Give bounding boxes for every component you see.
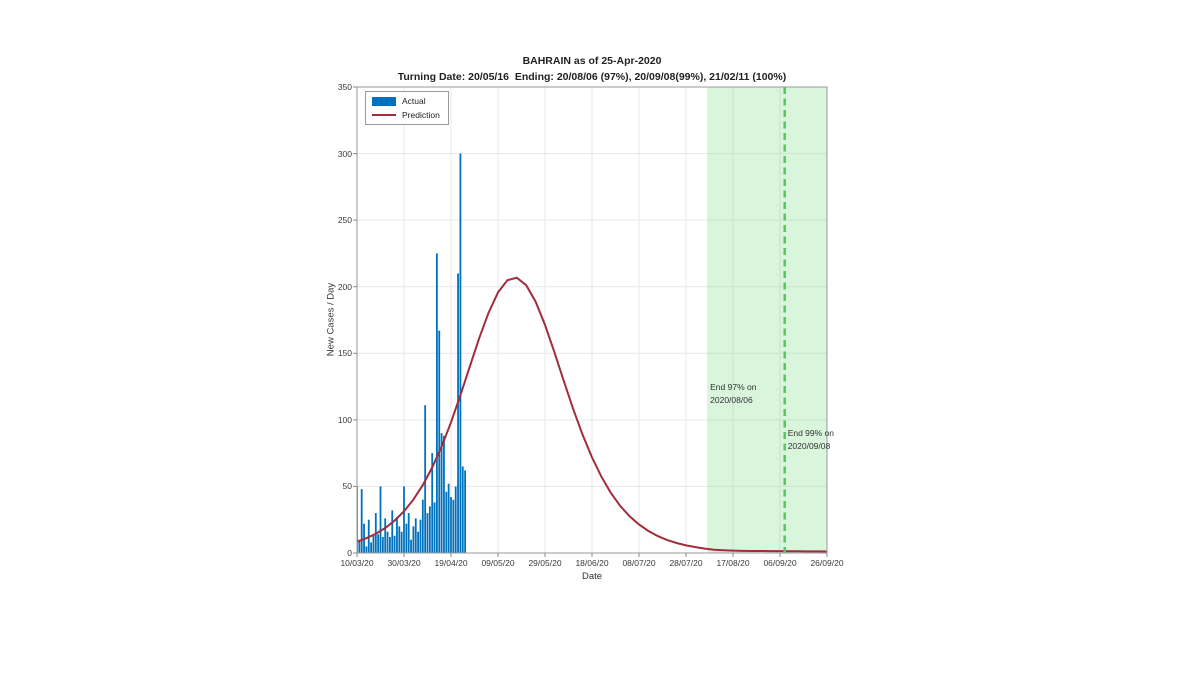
end-97-annotation-line2: 2020/08/06 — [710, 395, 753, 406]
end-97-annotation — [710, 381, 756, 407]
y-tick-label: 250 — [337, 215, 352, 226]
prediction-swatch-icon — [372, 114, 396, 117]
bar — [445, 492, 447, 553]
legend-entry-actual — [372, 96, 440, 106]
bar — [434, 502, 436, 553]
bar — [417, 532, 419, 553]
x-tick-label: 18/06/20 — [575, 558, 609, 568]
bar — [422, 500, 424, 553]
bar — [370, 542, 372, 553]
bar — [398, 526, 400, 553]
bar — [436, 253, 438, 553]
bar — [361, 489, 363, 553]
y-tick-label: 150 — [337, 348, 352, 359]
y-tick-label: 100 — [337, 414, 352, 425]
x-tick-label: 17/08/20 — [716, 558, 750, 568]
bar — [366, 546, 368, 553]
chart-subtitle: Turning Date: 20/05/16 Ending: 20/08/06 (97%), 20/09/08(99%), 21/02/11 (100%) — [397, 71, 787, 83]
bar — [377, 534, 379, 553]
x-tick-label: 06/09/20 — [763, 558, 797, 568]
x-tick-label: 26/09/20 — [810, 558, 844, 568]
bar — [464, 470, 466, 553]
bar — [384, 518, 386, 553]
bar — [389, 537, 391, 553]
bar — [415, 518, 417, 553]
bar — [410, 540, 412, 553]
end-97-annotation-line1: End 97% on — [710, 382, 757, 393]
x-tick-label: 19/04/20 — [434, 558, 468, 568]
end-99-annotation-line1: End 99% on — [787, 427, 835, 438]
bar — [394, 536, 396, 553]
bar — [438, 331, 440, 553]
legend — [365, 91, 449, 125]
legend-entry-prediction — [372, 110, 440, 120]
actual-swatch-icon — [372, 97, 396, 106]
bar — [457, 273, 459, 553]
y-tick-label: 50 — [342, 481, 352, 492]
bar — [420, 520, 422, 553]
x-tick-label: 29/05/20 — [528, 558, 562, 568]
bar — [405, 524, 407, 553]
y-tick-label: 0 — [347, 548, 352, 558]
x-axis-label: Date — [581, 571, 603, 582]
x-tick-label: 08/07/20 — [622, 558, 656, 568]
bar — [443, 436, 445, 553]
y-tick-label: 200 — [337, 281, 352, 292]
bar — [401, 532, 403, 553]
x-tick-label: 10/03/20 — [340, 558, 374, 568]
chart-title: BAHRAIN as of 25-Apr-2020 — [522, 55, 662, 67]
bar — [462, 466, 464, 553]
y-tick-label: 350 — [337, 82, 352, 92]
x-tick-label: 28/07/20 — [669, 558, 703, 568]
bar — [429, 506, 431, 553]
end-99-annotation — [788, 427, 834, 453]
bar — [403, 486, 405, 553]
y-tick-label: 300 — [337, 148, 352, 159]
bar — [387, 532, 389, 553]
bar — [448, 484, 450, 553]
bar — [460, 154, 462, 553]
bar — [441, 433, 443, 553]
bar — [450, 497, 452, 553]
bar — [427, 513, 429, 553]
y-axis-label: New Cases / Day — [325, 282, 337, 357]
end-99-annotation-line2: 2020/09/08 — [787, 440, 831, 451]
end-97-region — [707, 87, 827, 553]
x-tick-label: 30/03/20 — [387, 558, 421, 568]
legend-label-actual: Actual — [402, 96, 426, 106]
bar — [396, 517, 398, 553]
bar — [452, 500, 454, 553]
bar — [413, 526, 415, 553]
bar — [455, 486, 457, 553]
legend-label-prediction: Prediction — [402, 110, 440, 120]
bar — [373, 536, 375, 553]
bar — [408, 513, 410, 553]
x-tick-label: 09/05/20 — [481, 558, 515, 568]
bar — [382, 537, 384, 553]
bar — [380, 486, 382, 553]
bar — [391, 510, 393, 553]
